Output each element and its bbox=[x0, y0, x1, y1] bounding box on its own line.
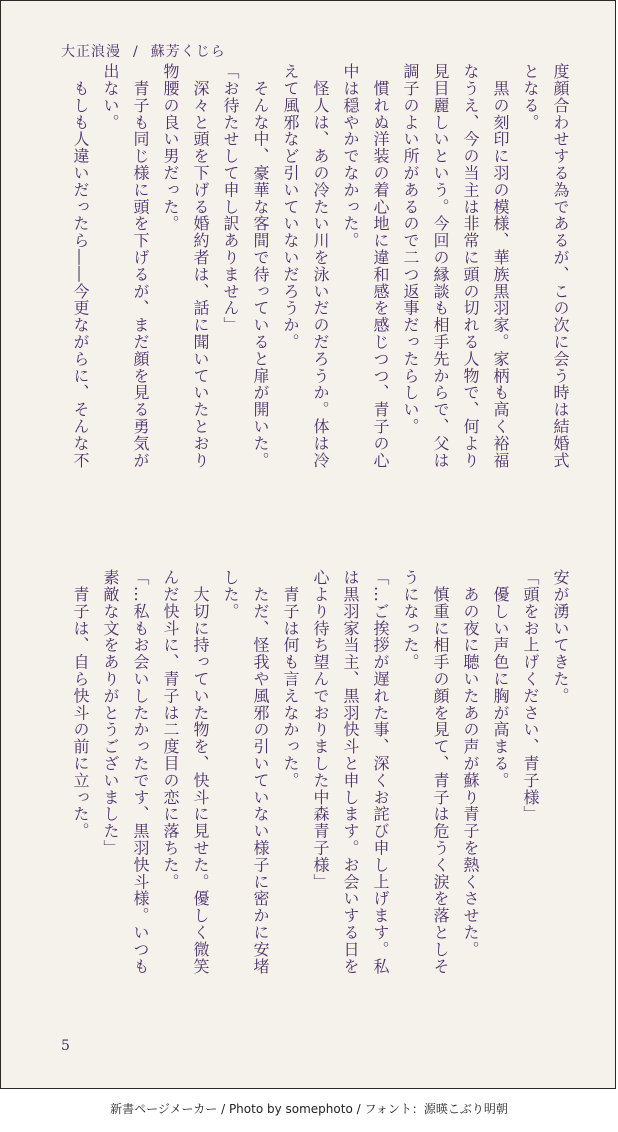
text-line: 慣れぬ洋装の着心地に違和感を感じつつ、青子の心 bbox=[371, 63, 390, 469]
text-line: 「…ご挨拶が遅れた事、深くお詫び申し上げます。私 bbox=[371, 569, 390, 975]
text-line: は黒羽家当主、黒羽快斗と申します。お会いする日を bbox=[341, 569, 360, 975]
text-line: 素敵な文をありがとうございました」 bbox=[101, 569, 120, 857]
text-line: 大切に持っていた物を、快斗に見せた。優しく微笑 bbox=[191, 569, 210, 975]
text-line: となる。 bbox=[521, 63, 540, 131]
text-line: もしも人違いだったら――今更ながらに、そんな不 bbox=[71, 63, 90, 469]
text-line: した。 bbox=[221, 569, 240, 620]
text-line: 青子は何も言えなかった。 bbox=[281, 569, 300, 789]
text-line: えて風邪など引いていないだろうか。 bbox=[281, 63, 300, 351]
upper-text-block bbox=[65, 63, 575, 523]
author-name: 蘇芳くじら bbox=[150, 44, 226, 60]
page-number: 5 bbox=[61, 1038, 70, 1054]
text-line: あの夜に聴いたあの声が蘇り青子を熱くさせた。 bbox=[461, 569, 480, 958]
text-line: 物腰の良い男だった。 bbox=[161, 63, 180, 232]
text-line: 青子も同じ様に頭を下げるが、まだ顔を見る勇気が bbox=[131, 63, 150, 469]
text-line: そんな中、豪華な客間で待っていると扉が開いた。 bbox=[251, 63, 270, 469]
text-line: ただ、怪我や風邪の引いていない様子に密かに安堵 bbox=[251, 569, 270, 975]
text-line: 安が湧いてきた。 bbox=[551, 569, 570, 705]
text-line: 青子は、自ら快斗の前に立った。 bbox=[71, 569, 90, 840]
lower-text-block bbox=[65, 569, 575, 975]
credit-line: 新書ページメーカー / Photo by somephoto / フォント：源暎こぶり明朝 bbox=[110, 1102, 508, 1116]
text-line: 怪人は、あの冷たい川を泳いだのだろうか。体は冷 bbox=[311, 63, 330, 469]
running-header bbox=[61, 41, 226, 61]
text-line: なうえ、今の当主は非常に頭の切れる人物で、何より bbox=[461, 63, 480, 469]
text-line: 心より待ち望んでおりました中森青子様」 bbox=[311, 569, 330, 891]
text-line: 深々と頭を下げる婚約者は、話に聞いていたとおり bbox=[191, 63, 210, 469]
text-line: 優しい声色に胸が高まる。 bbox=[491, 569, 510, 789]
text-line: 見目麗しいという。今回の縁談も相手先からで、父は bbox=[431, 63, 450, 469]
text-line: 中は穏やかでなかった。 bbox=[341, 63, 360, 249]
text-line: 調子のよい所があるので二つ返事だったらしい。 bbox=[401, 63, 420, 435]
text-line: 度顔合わせする為であるが、この次に会う時は結婚式 bbox=[551, 63, 570, 469]
text-line: 「…私もお会いしたかったです、黒羽快斗様。いつも bbox=[131, 569, 150, 975]
book-title: 大正浪漫 bbox=[61, 44, 121, 60]
text-line: 慎重に相手の顔を見て、青子は危うく涙を落としそ bbox=[431, 569, 450, 975]
text-line: うになった。 bbox=[401, 569, 420, 671]
text-line: 出ない。 bbox=[101, 63, 120, 131]
text-line: んだ快斗に、青子は二度目の恋に落ちた。 bbox=[161, 569, 180, 891]
text-line: 「お待たせして申し訳ありません」 bbox=[221, 63, 240, 334]
text-line: 「頭をお上げください、青子様」 bbox=[521, 569, 540, 823]
text-line: 黒の刻印に羽の模様、華族黒羽家。家柄も高く裕福 bbox=[491, 63, 510, 469]
header-separator: / bbox=[133, 44, 139, 60]
